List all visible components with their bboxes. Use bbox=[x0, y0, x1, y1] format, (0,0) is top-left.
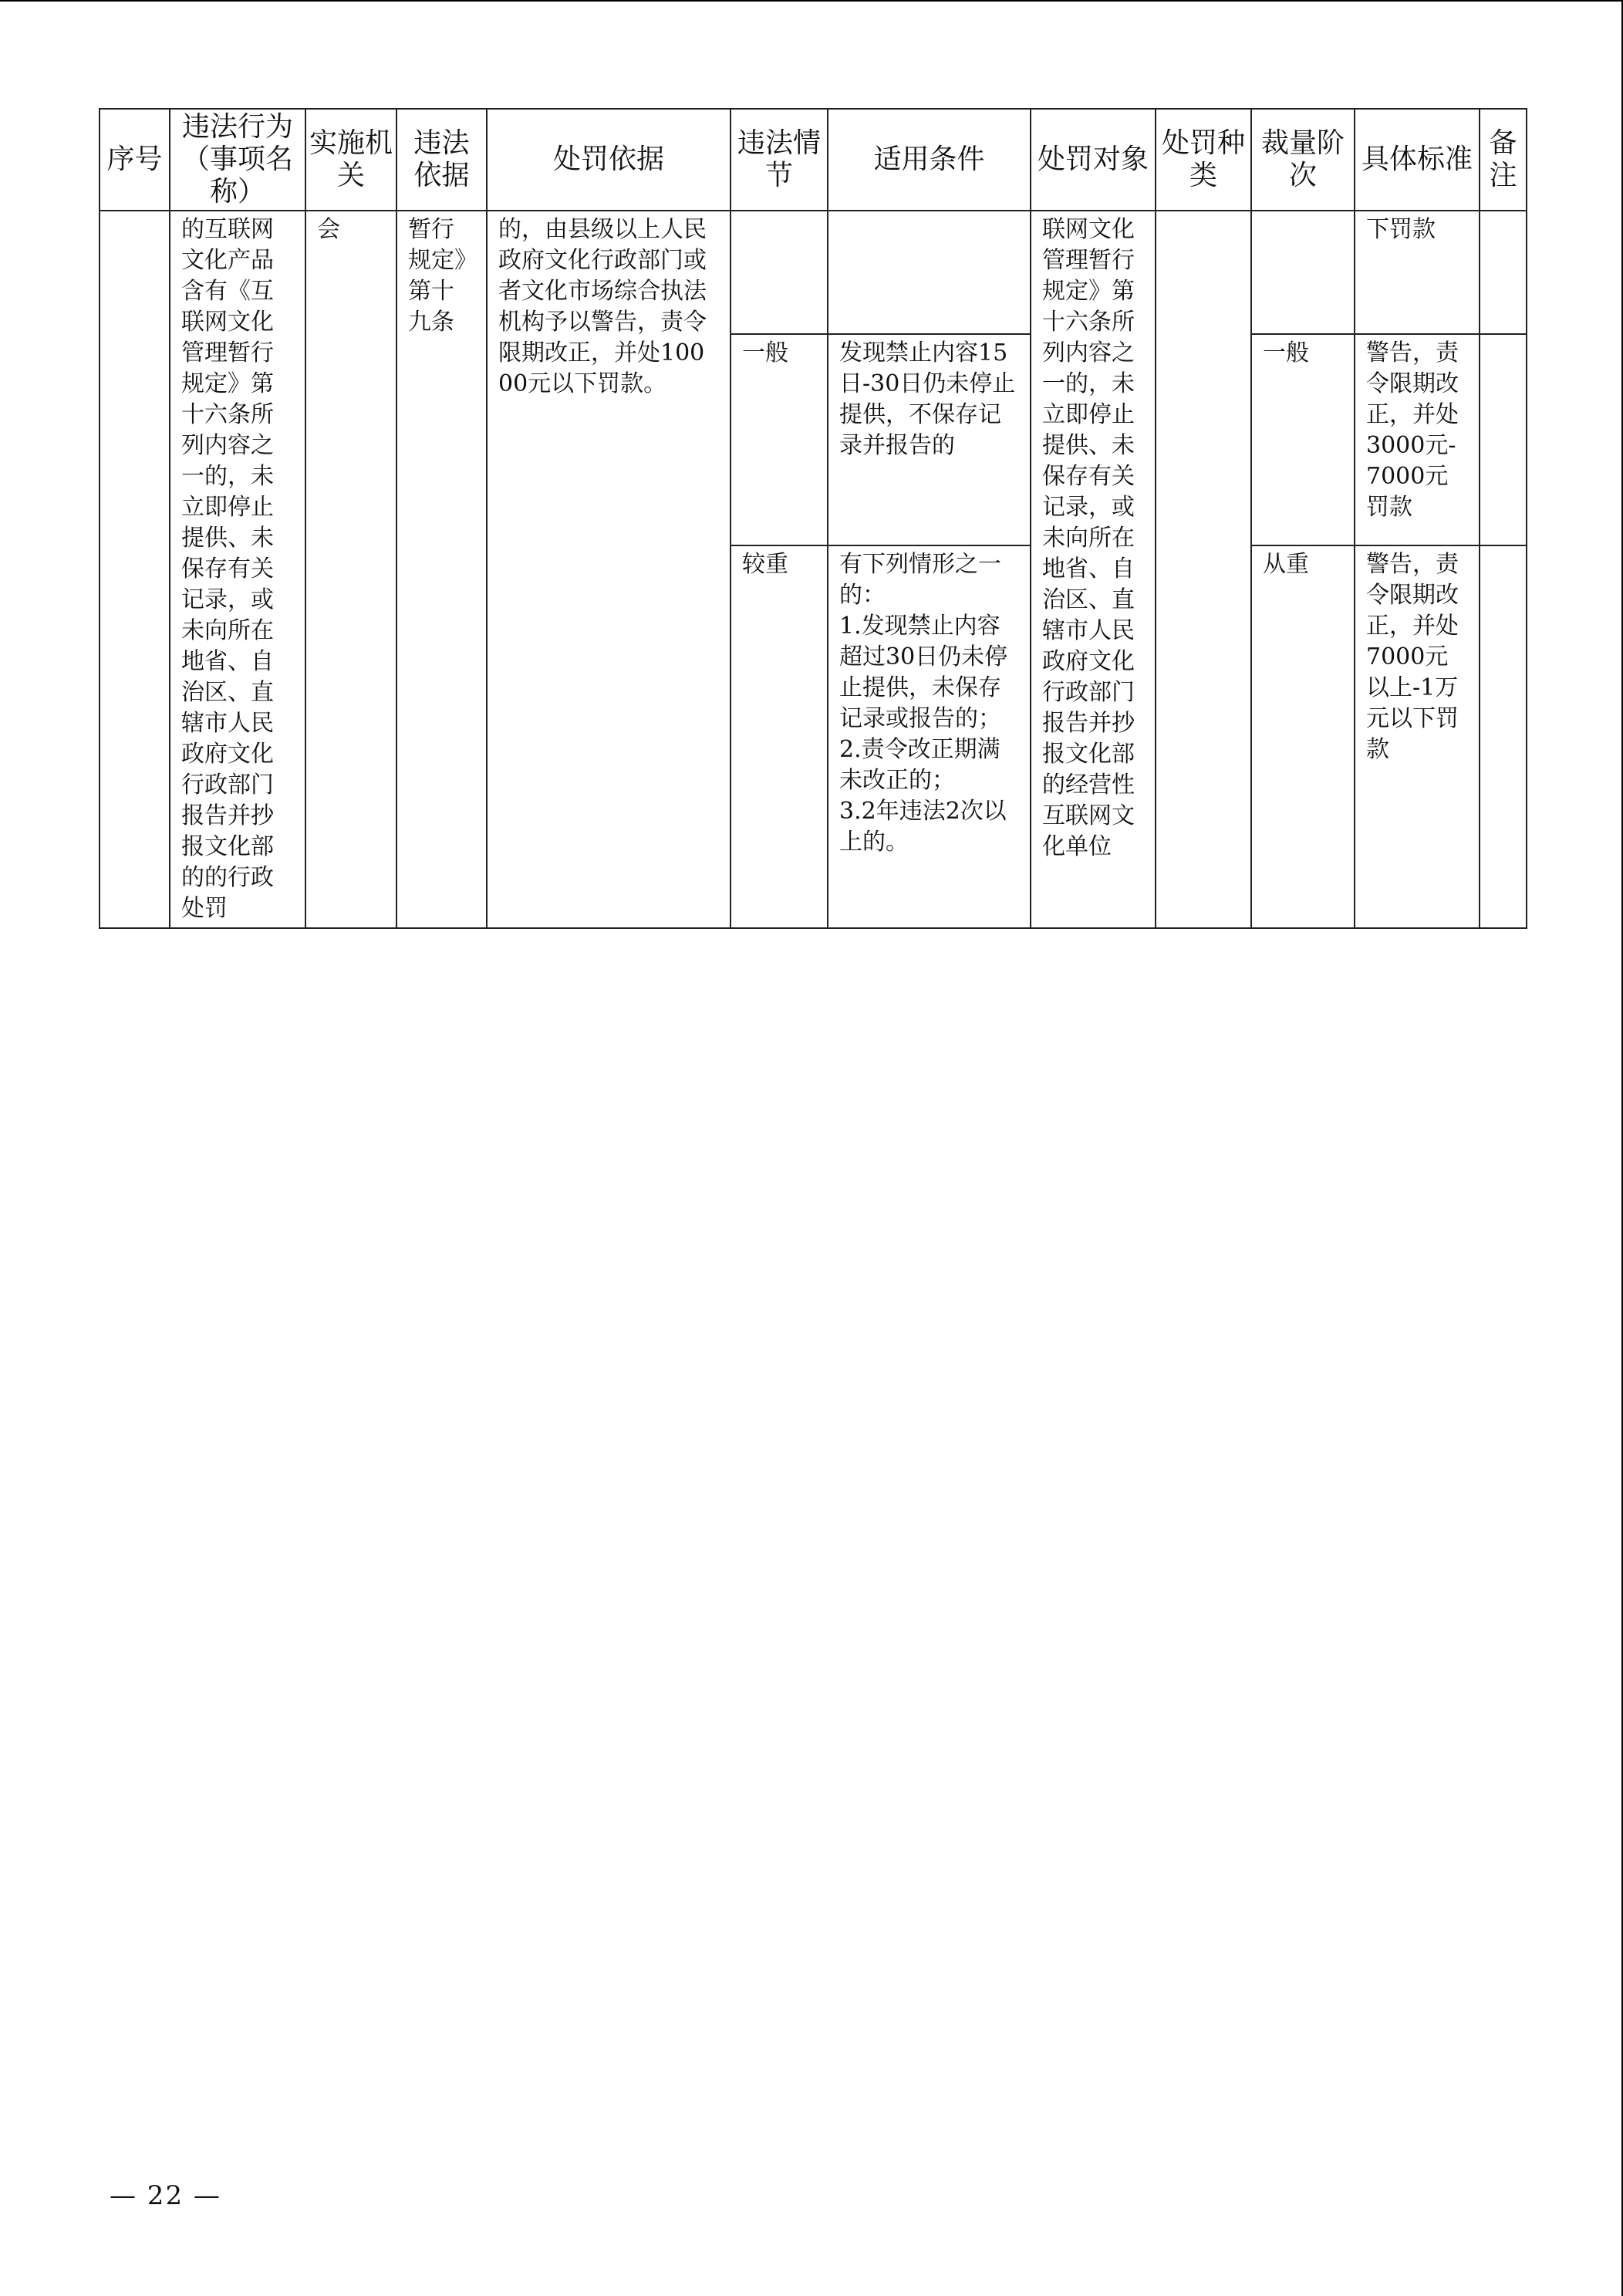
cell-violation: 的互联网文化产品含有《互联网文化管理暂行规定》第十六条所列内容之一的，未立即停止提供、未保存有关记录，或未向所在地省、自治区、直辖市人民政府文化行政部门报告并抄报文化部的的行政处罚 bbox=[170, 211, 305, 928]
header-remarks: 备注 bbox=[1480, 109, 1527, 211]
cell-standard: 警告，责令限期改正，并处3000元-7000元罚款 bbox=[1355, 334, 1480, 545]
cell-serial bbox=[100, 211, 170, 928]
cell-circumstance: 一般 bbox=[731, 334, 828, 545]
header-serial: 序号 bbox=[100, 109, 170, 211]
cell-level: 从重 bbox=[1251, 545, 1355, 928]
cell-penalty-type bbox=[1156, 211, 1251, 928]
table-row bbox=[100, 211, 1527, 334]
penalty-discretion-table bbox=[99, 108, 1527, 929]
header-standard: 具体标准 bbox=[1355, 109, 1480, 211]
header-target: 处罚对象 bbox=[1031, 109, 1156, 211]
header-penalty-type: 处罚种类 bbox=[1156, 109, 1251, 211]
header-circumstance: 违法情节 bbox=[731, 109, 828, 211]
cell-condition: 发现禁止内容15日-30日仍未停止提供，不保存记录并报告的 bbox=[828, 334, 1031, 545]
header-penalty-basis: 处罚依据 bbox=[487, 109, 731, 211]
cell-remarks bbox=[1480, 545, 1527, 928]
page-number: — 22 — bbox=[110, 2180, 221, 2211]
cell-agency: 会 bbox=[305, 211, 396, 928]
cell-condition bbox=[828, 211, 1031, 334]
header-violation: 违法行为（事项名称） bbox=[170, 109, 305, 211]
cell-remarks bbox=[1480, 334, 1527, 545]
header-law-basis: 违法依据 bbox=[396, 109, 487, 211]
cell-standard: 警告，责令限期改正，并处7000元以上-1万元以下罚款 bbox=[1355, 545, 1480, 928]
header-agency: 实施机关 bbox=[305, 109, 396, 211]
cell-law-basis: 暂行规定》第十九条 bbox=[396, 211, 487, 928]
cell-penalty-basis: 的，由县级以上人民政府文化行政部门或者文化市场综合执法机构予以警告，责令限期改正，并处10000元以下罚款。 bbox=[487, 211, 731, 928]
cell-circumstance bbox=[731, 211, 828, 334]
cell-circumstance: 较重 bbox=[731, 545, 828, 928]
cell-remarks bbox=[1480, 211, 1527, 334]
cell-level bbox=[1251, 211, 1355, 334]
header-level: 裁量阶次 bbox=[1251, 109, 1355, 211]
cell-level: 一般 bbox=[1251, 334, 1355, 545]
cell-condition: 有下列情形之一的： 1.发现禁止内容超过30日仍未停止提供，未保存记录或报告的； 2.责令改正期满未改正的； 3.2年违法2次以上的。 bbox=[828, 545, 1031, 928]
cell-standard: 下罚款 bbox=[1355, 211, 1480, 334]
cell-target: 联网文化管理暂行规定》第十六条所列内容之一的，未立即停止提供、未保存有关记录，或未向所在地省、自治区、直辖市人民政府文化行政部门报告并抄报文化部的经营性互联网文化单位 bbox=[1031, 211, 1156, 928]
header-row bbox=[100, 109, 1527, 211]
header-condition: 适用条件 bbox=[828, 109, 1031, 211]
